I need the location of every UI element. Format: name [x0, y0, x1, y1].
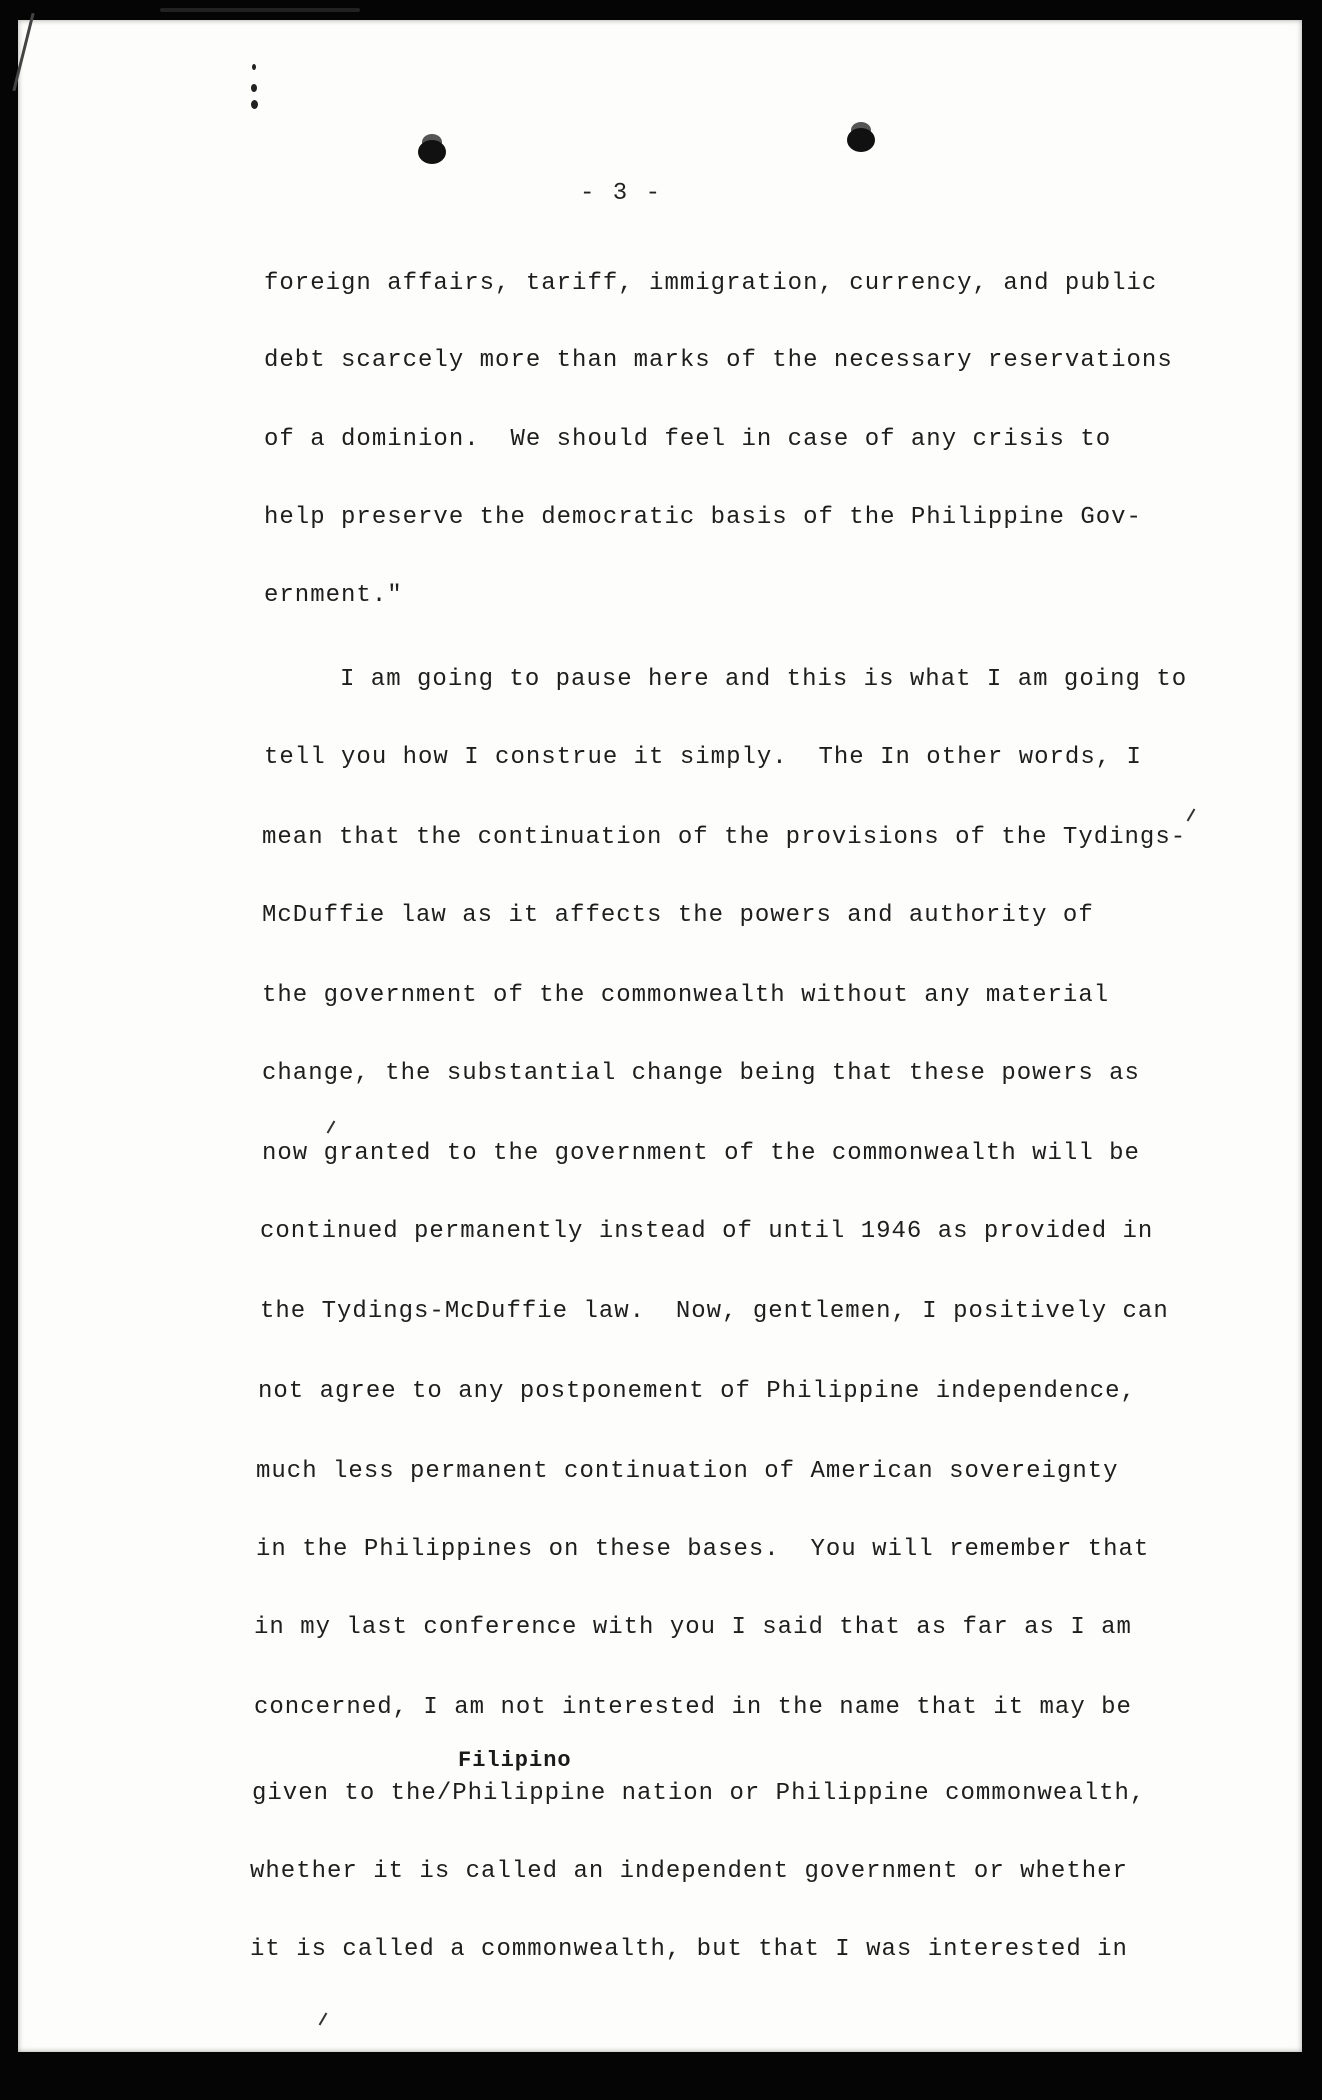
text-line: continued permanently instead of until 1946 as provided in [260, 1218, 1154, 1245]
text-line: whether it is called an independent government or whether [250, 1858, 1128, 1885]
margin-dot [251, 84, 257, 92]
margin-dot [252, 64, 256, 70]
page-number: - 3 - [579, 180, 662, 207]
text-line: the government of the commonwealth without any material [262, 982, 1110, 1009]
text-line: of a dominion. We should feel in case of any crisis to [264, 426, 1112, 453]
typewritten-page [18, 20, 1302, 2052]
text-line: foreign affairs, tariff, immigration, currency, and public [264, 270, 1158, 297]
text-line: in my last conference with you I said that as far as I am [254, 1614, 1132, 1641]
text-line: the Tydings-McDuffie law. Now, gentlemen, I positively can [260, 1298, 1169, 1325]
text-line: McDuffie law as it affects the powers and authority of [262, 902, 1094, 929]
text-line: ernment." [264, 582, 403, 609]
margin-dot [251, 100, 258, 109]
text-line: mean that the continuation of the provisions of the Tydings- [262, 824, 1187, 851]
text-line: help preserve the democratic basis of the Philippine Gov- [264, 504, 1142, 531]
text-line: given to the/Philippine nation or Philippine commonwealth, [252, 1780, 1146, 1807]
text-line: change, the substantial change being that these powers as [262, 1060, 1140, 1087]
handwritten-insertion: Filipino [458, 1748, 572, 1773]
text-line: now granted to the government of the commonwealth will be [262, 1140, 1140, 1167]
top-edge-shadow [160, 8, 360, 12]
text-line: tell you how I construe it simply. The In other words, I [264, 744, 1142, 771]
text-line: it is called a commonwealth, but that I was interested in [250, 1936, 1128, 1963]
punch-hole-right [847, 128, 875, 152]
text-line: debt scarcely more than marks of the necessary reservations [264, 347, 1173, 374]
text-line: concerned, I am not interested in the name that it may be [254, 1694, 1132, 1721]
text-line: much less permanent continuation of American sovereignty [256, 1458, 1119, 1485]
text-line: in the Philippines on these bases. You will remember that [256, 1536, 1150, 1563]
text-line: not agree to any postponement of Philippine independence, [258, 1378, 1136, 1405]
punch-hole-left [418, 140, 446, 164]
text-line: I am going to pause here and this is what I am going to [340, 666, 1188, 693]
